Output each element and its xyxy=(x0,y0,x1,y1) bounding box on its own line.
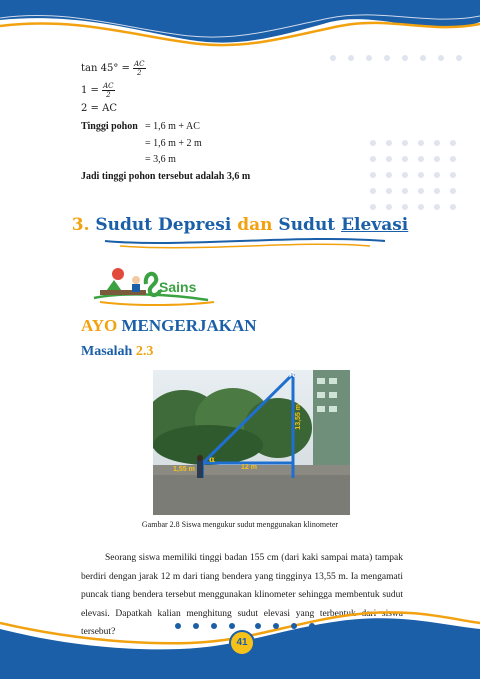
figure-label-a: A xyxy=(289,370,295,379)
figure-photo-clinometer xyxy=(153,370,350,515)
tinggi-pohon-label: Tinggi pohon xyxy=(81,121,138,132)
header-wave-decoration xyxy=(0,0,480,60)
masalah-heading: Masalah 2.3 xyxy=(81,344,154,359)
ayo-mengerjakan-heading: AYO MENGERJAKAN xyxy=(81,316,257,335)
decorative-dots-right xyxy=(370,140,470,210)
figure-label-alpha: α xyxy=(209,454,216,464)
conclusion-text: Jadi tinggi pohon tersebut adalah 3,6 m xyxy=(81,171,251,182)
equation-tan45: tan 45° = $\frac{AC}{2}$ xyxy=(81,60,145,77)
sains-logo xyxy=(90,262,220,310)
sains-logo-text: Sains xyxy=(159,279,197,295)
decorative-dots-top xyxy=(330,55,470,65)
figure-caption: Gambar 2.8 Siswa mengukur sudut menggunakan klinometer xyxy=(141,520,339,529)
figure-label-height: 13,55 m xyxy=(295,404,302,430)
tinggi-step-1: = 1,6 m + AC xyxy=(145,121,200,132)
section-title-underline xyxy=(100,236,390,250)
footer-dots xyxy=(175,623,315,629)
section-title: 3. Sudut Depresi dan Sudut Elevasi xyxy=(71,215,409,235)
figure-illustration xyxy=(153,370,350,515)
problem-paragraph: Seorang siswa memiliki tinggi badan 155 cm (dari kaki sampai mata) tampak berdiri dengan jarak 12 m dari tiang bendera yang tingginya 13,55 m. Ia mengamati puncak tiang bendera tersebut menggunakan klinometer sehingga membentuk sudut elevasi. Dapatkah kalian menghitung sudut elevasi yang terbentuk dari siswa tersebut? xyxy=(81,553,403,637)
tinggi-step-3: = 3,6 m xyxy=(145,154,176,165)
figure-label-distance: 12 m xyxy=(241,464,257,471)
figure-label-eye-height: 1,55 m xyxy=(173,466,195,473)
equation-1-equals: 1 = $\frac{AC}{2}$ xyxy=(81,82,114,99)
page-number: 41 xyxy=(229,630,255,656)
tinggi-step-2: = 1,6 m + 2 m xyxy=(145,138,202,149)
equation-2-equals-ac: 2 = AC xyxy=(81,103,117,114)
